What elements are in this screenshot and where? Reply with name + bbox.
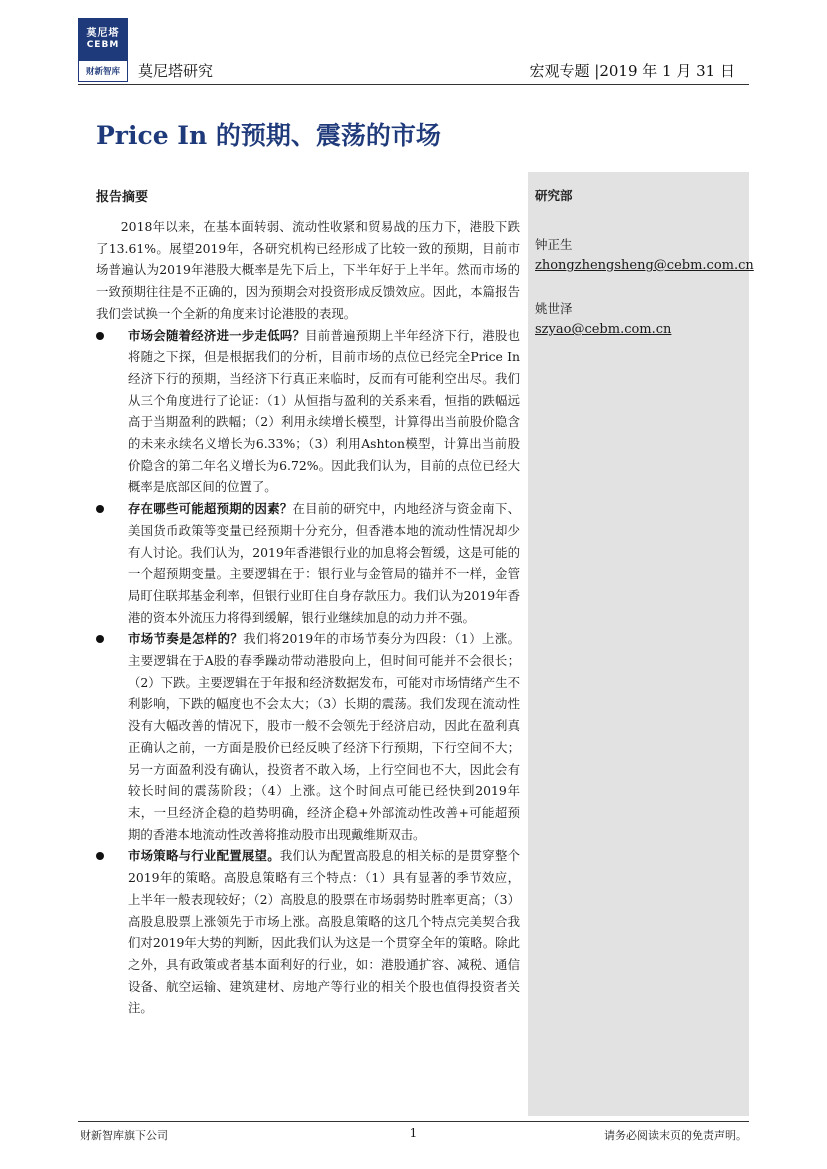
report-category: 宏观专题 <box>529 62 590 80</box>
bullet-dot <box>96 635 104 643</box>
author-sidebar <box>528 172 754 1116</box>
bullet-dot <box>96 505 104 513</box>
meta-separator: | <box>594 62 600 80</box>
bullet-dot <box>96 852 104 860</box>
page-number: 1 <box>409 1126 418 1140</box>
logo-chinese-text: 莫尼塔 <box>86 27 120 39</box>
bullet-body: 我们将2019年的市场节奏分为四段：（1）上涨。主要逻辑在于A股的春季躁动带动港股向上，但时间可能并不会很长；（2）下跌。主要逻辑在于年报和经济数据发布，可能对市场情绪产生不利影响，下跌的幅度也不会太大；（3）长期的震荡。我们发现在流动性没有大幅改善的情况下，股市一般不会领先于经济启动，因此在盈利真正确认之前，一方面是股价已经反映了经济下行预期，下行空间不大；另一方面盈利没有确认，投资者不敢入场，上行空间也不大，因此会有较长时间的震荡阶段；（4）上涨。这个时间点可能已经快到2019年末，一旦经济企稳的趋势明确，经济企稳+外部流动性改善+可能超预期的香港本地流动性改善将推动股市出现戴维斯双击。 <box>128 631 521 842</box>
bullet-item <box>96 498 520 628</box>
author-email-link[interactable]: szyao@cebm.com.cn <box>535 322 672 337</box>
brand-name: 莫尼塔研究 <box>138 62 214 80</box>
summary-heading: 报告摘要 <box>96 190 149 205</box>
logo-mark <box>78 18 128 60</box>
bullet-body: 目前普遍预期上半年经济下行，港股也将随之下探，但是根据我们的分析，目前市场的点位已经完全Price In经济下行的预期，当经济下行真正来临时，反而有可能利空出尽。我们从三个角度进行了论证：（1）从恒指与盈利的关系来看，恒指的跌幅远高于当期盈利的跌幅；（2）利用永续增长模型，计算得出当前股价隐含的未来永续名义增长为6.33%；（3）利用Ashton模型，计算出当前股价隐含的第二年名义增长为6.72%。因此我们认为，目前的点位已经大概率是底部区间的位置了。 <box>128 327 521 495</box>
header-divider <box>78 84 749 85</box>
bullet-dot <box>96 332 104 340</box>
author-email-link[interactable]: zhongzhengsheng@cebm.com.cn <box>535 258 754 273</box>
logo-subtext: 财新智库 <box>78 60 128 82</box>
report-meta <box>529 60 735 81</box>
bullet-heading: 市场会随着经济进一步走低吗？ <box>128 327 306 343</box>
bullet-item <box>96 845 520 1019</box>
bullet-heading: 市场节奏是怎样的？ <box>128 631 244 647</box>
author-name: 姚世泽 <box>535 301 573 316</box>
bullet-body: 我们认为配置高股息的相关标的是贯穿整个2019年的策略。高股息策略有三个特点：（1）具有显著的季节效应，上半年一般表现较好；（2）高股息的股票在市场弱势时胜率更高；（3）高股息股票上涨领先于市场上涨。高股息策略的这几个特点完美契合我们对2019年大势的判断，因此我们认为这是一个贯穿全年的策略。除此之外，具有政策或者基本面利好的行业，如：港股通扩容、减税、通信设备、航空运输、建筑建材、房地产等行业的相关个股也值得投资者关注。 <box>128 848 520 1016</box>
logo-english-text: CEBM <box>86 39 120 50</box>
department-label: 研究部 <box>535 188 573 203</box>
company-logo <box>78 18 128 82</box>
summary-section <box>96 180 520 1019</box>
summary-intro: 2018年以来，在基本面转弱、流动性收紧和贸易战的压力下，港股下跌了13.61%。展望2019年，各研究机构已经形成了比较一致的预期，目前市场普遍认为2019年港股大概率是先下后上，下半年好于上半年。然而市场的一致预期往往是不正确的，因为预期会对投资形成反馈效应。因此，本篇报告我们尝试换一个全新的角度来讨论港股的表现。 <box>96 219 520 321</box>
footer-disclaimer: 请务必阅读末页的免责声明。 <box>604 1129 747 1142</box>
author-name: 钟正生 <box>535 237 573 252</box>
report-date: 2019 年 1 月 31 日 <box>599 62 735 80</box>
bullet-heading: 存在哪些可能超预期的因素？ <box>128 501 293 517</box>
bullet-heading: 市场策略与行业配置展望。 <box>128 848 280 864</box>
bullet-body: 在目前的研究中，内地经济与资金南下、美国货币政策等变量已经预期十分充分，但香港本地的流动性情况却少有人讨论。我们认为，2019年香港银行业的加息将会暂缓，这是可能的一个超预期变量。主要逻辑在于：银行业与金管局的锚并不一样，金管局盯住联邦基金利率，但银行业盯住自身存款压力。我们认为2019年香港的资本外流压力将得到缓解，银行业继续加息的动力并不强。 <box>128 501 521 625</box>
bullet-item <box>96 628 520 845</box>
footer-divider <box>78 1121 749 1122</box>
footer-company: 财新智库旗下公司 <box>80 1129 168 1142</box>
bullet-item <box>96 325 520 499</box>
report-title: Price In 的预期、震荡的市场 <box>96 121 441 150</box>
